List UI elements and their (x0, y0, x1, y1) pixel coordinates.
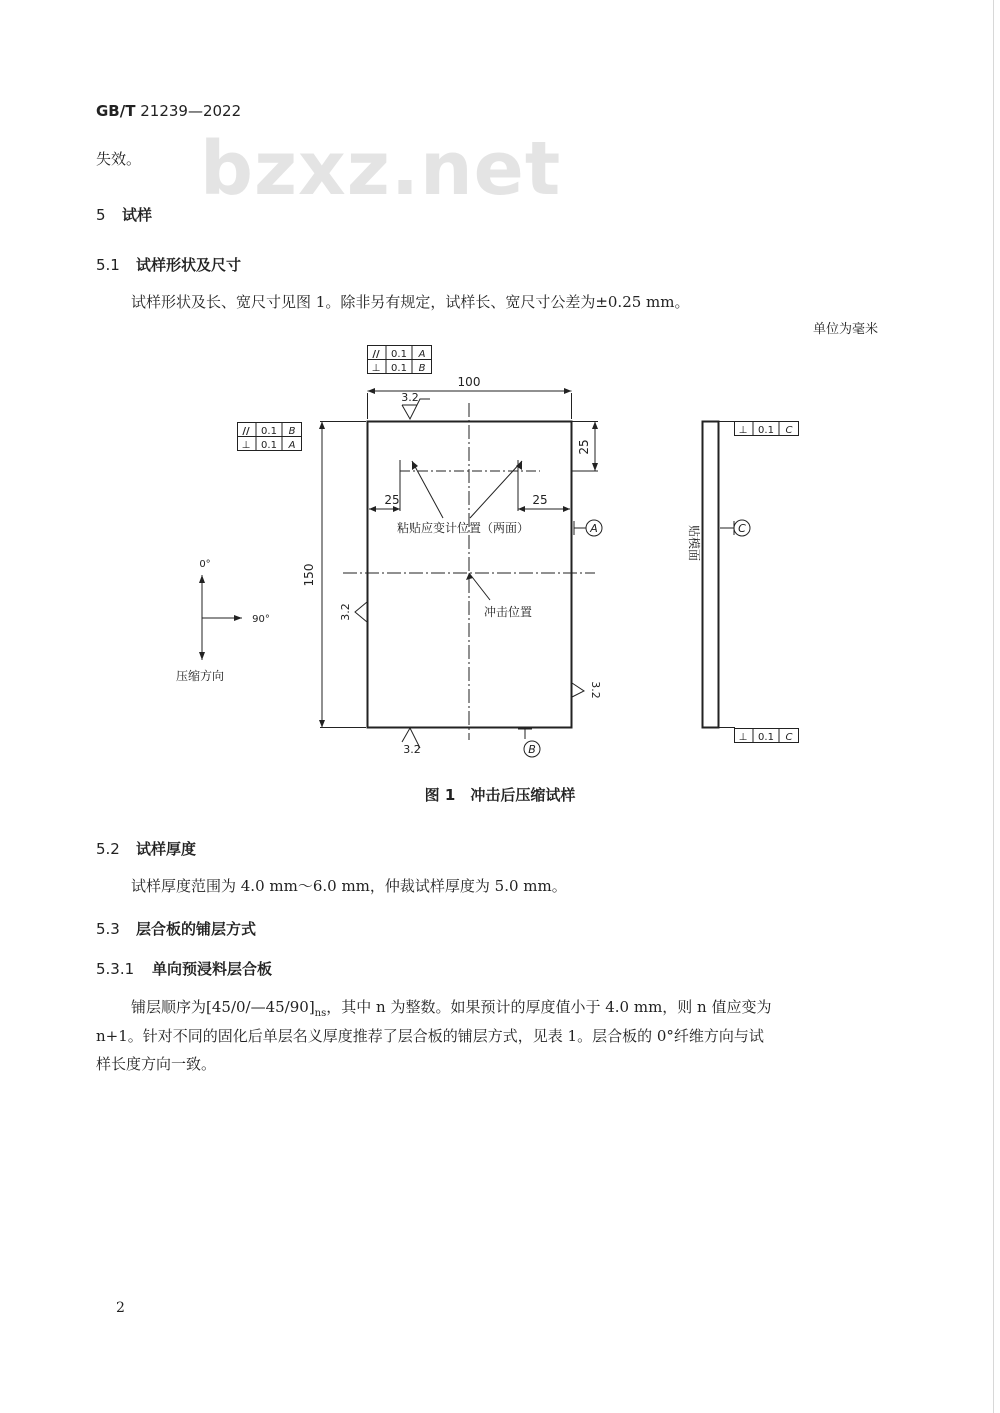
section-title: 试样形状及尺寸 (136, 256, 242, 274)
datum-ref: A (418, 349, 426, 360)
dim-top-offset: 25 (577, 439, 591, 455)
datum-ref: C (785, 425, 793, 436)
perpendicular-symbol: ⊥ (738, 732, 748, 743)
section-title: 层合板的铺层方式 (136, 920, 257, 938)
datum-ref: B (418, 363, 426, 374)
continuation-text: 失效。 (96, 150, 142, 168)
tolerance-value: 0.1 (391, 363, 407, 374)
section-5-3-1-line-2: n+1。针对不同的固化后单层名义厚度推荐了层合板的铺层方式，见表 1。层合板的 0°纤维方向与试 (96, 1027, 764, 1045)
datum-a-label: A (590, 522, 598, 535)
figure-1-drawing (0, 335, 1000, 775)
section-5-1-heading (96, 254, 241, 275)
tool-surface-label: 贴模面 (687, 524, 701, 562)
layup-note: ，其中 n 为整数。如果预计的厚度值小于 4.0 mm，则 n 值应变为 (326, 998, 772, 1016)
section-number: 5.1 (96, 256, 120, 274)
compression-label: 压缩方向 (175, 669, 225, 683)
perpendicular-symbol: ⊥ (371, 363, 381, 374)
perpendicular-symbol: ⊥ (241, 440, 251, 451)
datum-ref: C (785, 732, 793, 743)
section-5-2-text: 试样厚度范围为 4.0 mm～6.0 mm，仲裁试样厚度为 5.0 mm。 (131, 877, 567, 895)
tolerance-value: 0.1 (261, 440, 277, 451)
section-5-heading (96, 204, 152, 225)
tolerance-value: 0.1 (261, 426, 277, 437)
page-number: 2 (116, 1300, 125, 1316)
standard-number: 21239—2022 (140, 102, 242, 120)
layup-sequence: 铺层顺序为[45/0/—45/90] (131, 998, 315, 1016)
side-view-outline (703, 422, 719, 728)
datum-ref: A (288, 440, 296, 451)
layup-subscript: ns (314, 1008, 327, 1019)
unit-note: 单位为毫米 (812, 322, 878, 337)
figure-1-caption: 图 1 冲击后压缩试样 (424, 786, 576, 804)
datum-ref: B (288, 426, 296, 437)
section-5-1-text: 试样形状及长、宽尺寸见图 1。除非另有规定，试样长、宽尺寸公差为±0.25 mm。 (131, 293, 690, 311)
watermark: bzxz.net (200, 126, 562, 212)
perpendicular-symbol: ⊥ (738, 425, 748, 436)
tolerance-value: 0.1 (391, 349, 407, 360)
section-5-2-heading (96, 838, 196, 859)
section-title: 试样厚度 (136, 840, 197, 858)
parallel-symbol: // (372, 349, 380, 360)
datum-c-label: C (738, 522, 746, 535)
dim-width: 100 (457, 375, 481, 389)
section-title: 试样 (122, 206, 153, 224)
section-number: 5.3 (96, 920, 120, 938)
dim-left-offset: 25 (384, 493, 400, 507)
section-number: 5.2 (96, 840, 120, 858)
section-number: 5.3.1 (96, 960, 135, 978)
strain-gauge-label: 粘贴应变计位置（两面） (396, 521, 530, 535)
section-number: 5 (96, 206, 106, 224)
dim-length: 150 (302, 563, 316, 587)
section-5-3-1-heading (96, 958, 272, 979)
angle-90-label: 90° (252, 614, 270, 625)
standard-header (96, 102, 241, 120)
parallel-symbol: // (242, 426, 250, 437)
impact-label: 冲击位置 (483, 605, 533, 619)
section-5-3-1-line-3: 样长度方向一致。 (96, 1055, 217, 1073)
angle-0-label: 0° (199, 559, 211, 570)
roughness-top: 3.2 (401, 391, 419, 404)
roughness-left: 3.2 (339, 603, 352, 621)
roughness-right: 3.2 (589, 681, 602, 699)
roughness-bottom: 3.2 (403, 743, 421, 756)
datum-b-label: B (528, 743, 536, 756)
section-5-3-heading (96, 918, 256, 939)
section-title: 单向预浸料层合板 (152, 960, 273, 978)
tolerance-value: 0.1 (758, 425, 774, 436)
standard-code: GB/T (96, 102, 136, 120)
tolerance-value: 0.1 (758, 732, 774, 743)
dim-right-offset: 25 (532, 493, 548, 507)
